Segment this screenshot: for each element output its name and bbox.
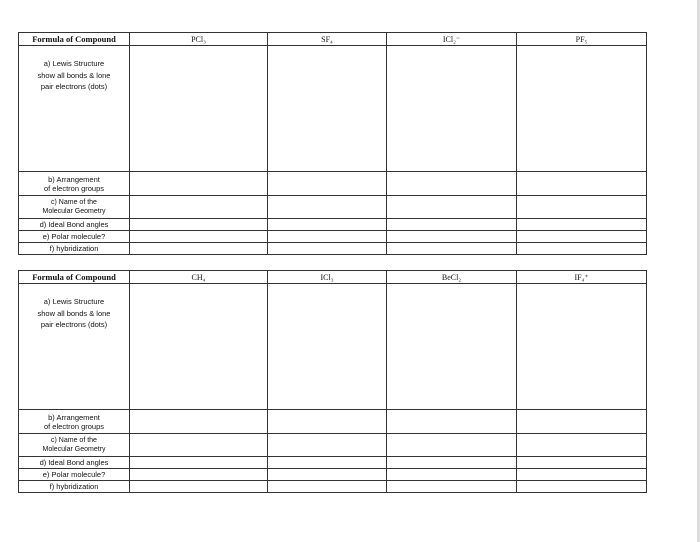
arrangement-row bbox=[19, 172, 647, 196]
answer-cell[interactable] bbox=[387, 46, 517, 172]
formula-header-label: Formula of Compound bbox=[19, 33, 130, 46]
answer-cell[interactable] bbox=[517, 46, 647, 172]
compound-header: PCl₃ bbox=[130, 33, 268, 46]
compound-header: ICl₃ bbox=[268, 271, 387, 284]
answer-cell[interactable] bbox=[387, 231, 517, 243]
answer-cell[interactable] bbox=[268, 196, 387, 219]
answer-cell[interactable] bbox=[130, 481, 268, 493]
polar-row bbox=[19, 469, 647, 481]
answer-cell[interactable] bbox=[130, 243, 268, 255]
compound-table-1 bbox=[18, 32, 647, 255]
answer-cell[interactable] bbox=[517, 243, 647, 255]
answer-cell[interactable] bbox=[130, 46, 268, 172]
answer-cell[interactable] bbox=[517, 457, 647, 469]
lewis-structure-row bbox=[19, 284, 647, 410]
header-row bbox=[19, 33, 647, 46]
answer-cell[interactable] bbox=[517, 434, 647, 457]
answer-cell[interactable] bbox=[130, 284, 268, 410]
answer-cell[interactable] bbox=[387, 284, 517, 410]
row-label-hybridization: f) hybridization bbox=[19, 243, 130, 255]
row-label-geometry: c) Name of the Molecular Geometry bbox=[19, 434, 130, 457]
answer-cell[interactable] bbox=[517, 469, 647, 481]
answer-cell[interactable] bbox=[268, 284, 387, 410]
answer-cell[interactable] bbox=[517, 481, 647, 493]
answer-cell[interactable] bbox=[517, 231, 647, 243]
answer-cell[interactable] bbox=[387, 243, 517, 255]
row-label-lewis: a) Lewis Structure show all bonds & lone pair electrons (dots) bbox=[19, 46, 130, 172]
row-label-bond-angles: d) Ideal Bond angles bbox=[19, 219, 130, 231]
arrangement-row bbox=[19, 410, 647, 434]
answer-cell[interactable] bbox=[130, 469, 268, 481]
answer-cell[interactable] bbox=[268, 243, 387, 255]
answer-cell[interactable] bbox=[268, 172, 387, 196]
answer-cell[interactable] bbox=[268, 410, 387, 434]
compound-header: CH₄ bbox=[130, 271, 268, 284]
answer-cell[interactable] bbox=[387, 457, 517, 469]
answer-cell[interactable] bbox=[130, 231, 268, 243]
answer-cell[interactable] bbox=[268, 481, 387, 493]
lewis-structure-row bbox=[19, 46, 647, 172]
bond-angles-row bbox=[19, 219, 647, 231]
row-label-hybridization: f) hybridization bbox=[19, 481, 130, 493]
answer-cell[interactable] bbox=[130, 172, 268, 196]
answer-cell[interactable] bbox=[387, 481, 517, 493]
answer-cell[interactable] bbox=[517, 196, 647, 219]
row-label-arrangement: b) Arrangement of electron groups bbox=[19, 410, 130, 434]
header-row bbox=[19, 271, 647, 284]
answer-cell[interactable] bbox=[387, 219, 517, 231]
answer-cell[interactable] bbox=[517, 172, 647, 196]
answer-cell[interactable] bbox=[387, 196, 517, 219]
compound-header: IF₄⁺ bbox=[517, 271, 647, 284]
row-label-polar: e) Polar molecule? bbox=[19, 469, 130, 481]
row-label-geometry: c) Name of the Molecular Geometry bbox=[19, 196, 130, 219]
answer-cell[interactable] bbox=[517, 410, 647, 434]
geometry-row bbox=[19, 196, 647, 219]
row-label-arrangement: b) Arrangement of electron groups bbox=[19, 172, 130, 196]
polar-row bbox=[19, 231, 647, 243]
row-label-bond-angles: d) Ideal Bond angles bbox=[19, 457, 130, 469]
compound-header: SF₄ bbox=[268, 33, 387, 46]
formula-header-label: Formula of Compound bbox=[19, 271, 130, 284]
bond-angles-row bbox=[19, 457, 647, 469]
answer-cell[interactable] bbox=[130, 434, 268, 457]
answer-cell[interactable] bbox=[268, 46, 387, 172]
answer-cell[interactable] bbox=[387, 469, 517, 481]
hybridization-row bbox=[19, 481, 647, 493]
answer-cell[interactable] bbox=[517, 219, 647, 231]
answer-cell[interactable] bbox=[268, 434, 387, 457]
answer-cell[interactable] bbox=[517, 284, 647, 410]
answer-cell[interactable] bbox=[268, 219, 387, 231]
answer-cell[interactable] bbox=[130, 410, 268, 434]
answer-cell[interactable] bbox=[268, 469, 387, 481]
hybridization-row bbox=[19, 243, 647, 255]
answer-cell[interactable] bbox=[130, 196, 268, 219]
answer-cell[interactable] bbox=[268, 457, 387, 469]
row-label-lewis: a) Lewis Structure show all bonds & lone pair electrons (dots) bbox=[19, 284, 130, 410]
compound-header: BeCl₂ bbox=[387, 271, 517, 284]
row-label-polar: e) Polar molecule? bbox=[19, 231, 130, 243]
compound-header: PF₅ bbox=[517, 33, 647, 46]
answer-cell[interactable] bbox=[130, 219, 268, 231]
answer-cell[interactable] bbox=[130, 457, 268, 469]
answer-cell[interactable] bbox=[268, 231, 387, 243]
compound-header: ICl₂⁻ bbox=[387, 33, 517, 46]
compound-table-2 bbox=[18, 270, 647, 493]
geometry-row bbox=[19, 434, 647, 457]
answer-cell[interactable] bbox=[387, 410, 517, 434]
answer-cell[interactable] bbox=[387, 172, 517, 196]
answer-cell[interactable] bbox=[387, 434, 517, 457]
